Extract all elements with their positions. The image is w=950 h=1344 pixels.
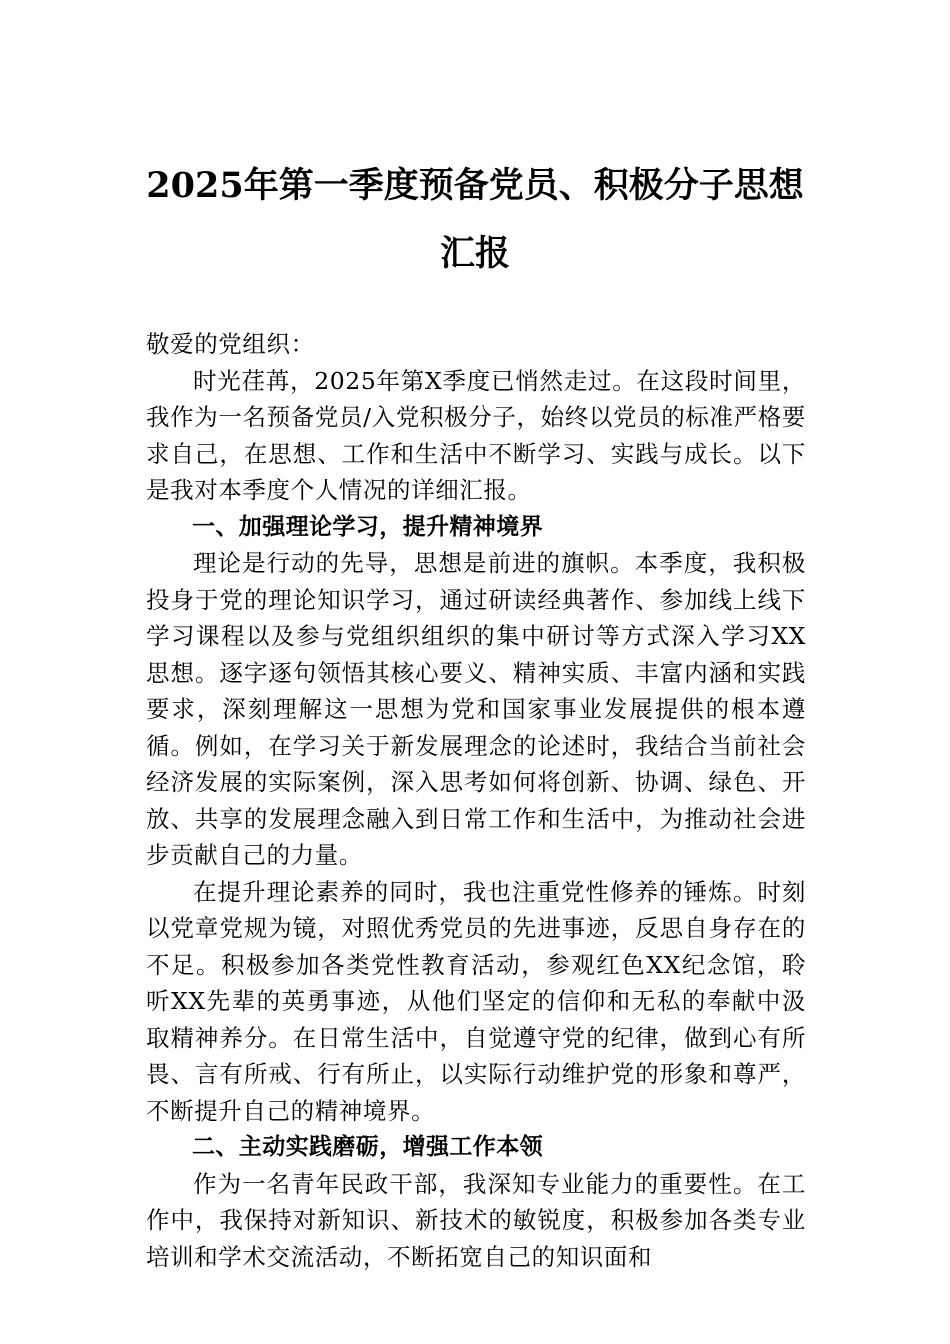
document-body — [146, 326, 806, 1275]
section-heading-1: 一、加强理论学习，提升精神境界 — [192, 513, 543, 540]
intro-paragraph: 时光荏苒，2025年第X季度已悄然走过。在这段时间里，我作为一名预备党员/入党积极分子，始终以党员的标准严格要求自己，在思想、工作和生活中不断学习、实践与成长。以下是我对本季度个人情况的详细汇报。 — [146, 366, 806, 504]
document-title: 2025年第一季度预备党员、积极分子思想 — [146, 165, 804, 206]
section-heading-2: 二、主动实践磨砺，增强工作本领 — [192, 1134, 543, 1160]
body-paragraph: 理论是行动的先导，思想是前进的旗帜。本季度，我积极投身于党的理论知识学习，通过研读经典著作、参加线上线下学习课程以及参与党组织组织的集中研讨等方式深入学习XX思想。逐字逐句领悟其核心要义、精神实质、丰富内涵和实践要求，深刻理解这一思想为党和国家事业发展提供的根本遵循。例如，在学习关于新发展理念的论述时，我结合当前社会经济发展的实际案例，深入思考如何将创新、协调、绿色、开放、共享的发展理念融入到日常工作和生活中，为推动社会进步贡献自己的力量。 — [146, 549, 806, 869]
salutation: 敬爱的党组织： — [146, 330, 315, 358]
document-title-continued: 汇报 — [439, 233, 510, 274]
body-paragraph: 在提升理论素养的同时，我也注重党性修养的锤炼。时刻以党章党规为镜，对照优秀党员的先进事迹，反思自身存在的不足。积极参加各类党性教育活动，参观红色XX纪念馆，聆听XX先辈的英勇事迹，从他们坚定的信仰和无私的奉献中汲取精神养分。在日常生活中，自觉遵守党的纪律，做到心有所畏、言有所戒、行有所止，以实际行动维护党的形象和尊严，不断提升自己的精神境界。 — [146, 877, 806, 1125]
body-paragraph: 作为一名青年民政干部，我深知专业能力的重要性。在工作中，我保持对新知识、新技术的敏锐度，积极参加各类专业培训和学术交流活动，不断拓宽自己的知识面和 — [146, 1169, 806, 1271]
